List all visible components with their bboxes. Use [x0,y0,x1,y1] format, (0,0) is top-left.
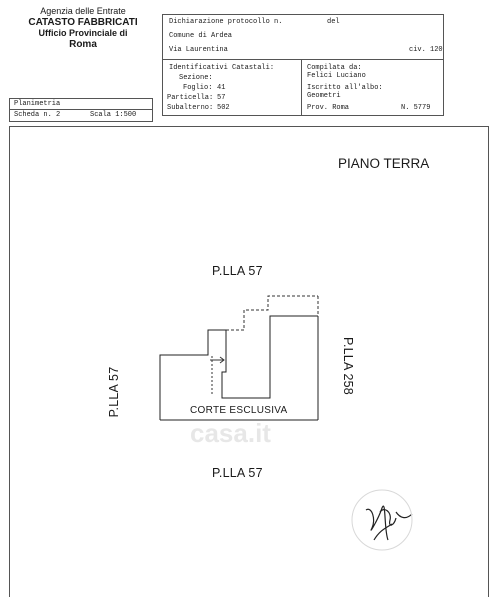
numero-iscrizione: N. 5779 [401,104,431,112]
scheda-label: Scheda n. 2 [14,111,61,119]
identificativi-label: Identificativi Catastali: [169,64,275,72]
iscritto-label: Iscritto all'albo: [307,84,383,92]
subalterno-value: 502 [217,104,230,112]
area-label: CORTE ESCLUSIVA [190,405,288,416]
prov-text: Prov. Roma [307,104,350,112]
planimetria-label: Planimetria [14,100,61,108]
particella-label: Particella: [167,94,214,102]
ufficio-city: Roma [69,39,97,50]
ufficio-label: Ufficio Provinciale di [38,28,128,38]
iscritto-value: Geometri [307,92,341,100]
floor-title: PIANO TERRA [338,156,430,171]
dichiarazione-label: Dichiarazione protocollo n. [169,18,283,26]
via-text: Via Laurentina [169,46,228,54]
del-label: del [327,18,340,26]
compilata-label: Compilata da: [307,64,362,72]
civico-text: civ. 120 [409,46,443,54]
sezione-label: Sezione: [179,74,213,82]
label-east: P.LLA 258 [341,337,355,395]
scala-label: Scala 1:500 [90,111,137,119]
label-south: P.LLA 57 [212,466,263,480]
label-west: P.LLA 57 [107,366,121,418]
subalterno-label: Subalterno: [167,104,214,112]
comune-text: Comune di Ardea [169,32,233,40]
stamp-circle [352,490,412,550]
property-boundary [226,296,318,420]
compilata-value: Felici Luciano [307,72,366,80]
agency-name: Agenzia delle Entrate [40,6,126,16]
particella-value: 57 [217,94,226,102]
foglio-value: 41 [217,84,226,92]
signature [366,506,412,540]
foglio-label: Foglio: [183,84,213,92]
catasto-title: CATASTO FABBRICATI [28,17,138,28]
label-north: P.LLA 57 [212,264,263,278]
watermark: casa.it [190,418,271,448]
